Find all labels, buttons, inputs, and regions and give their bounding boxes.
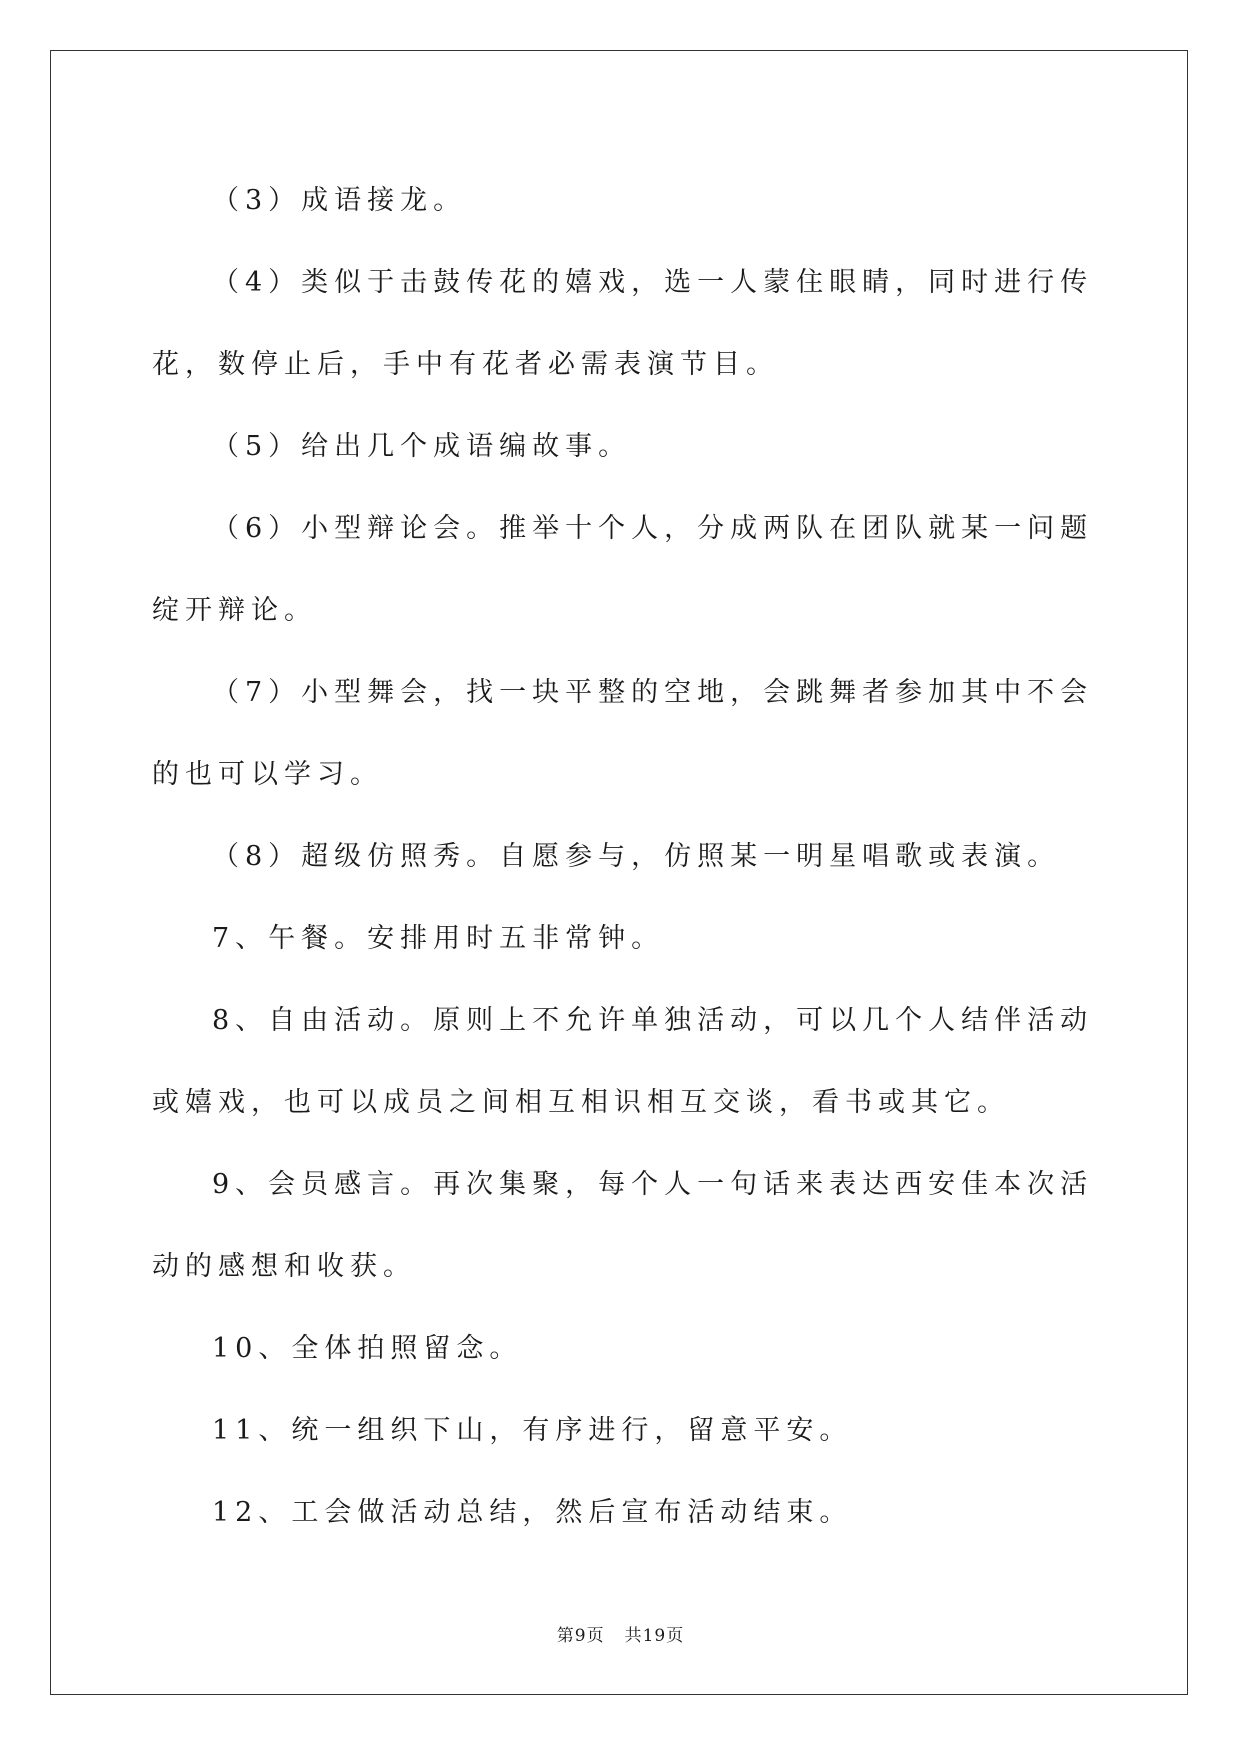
document-body — [152, 160, 1097, 1554]
paragraph-group-photo: 10、全体拍照留念。 — [212, 1333, 523, 1364]
paragraph-item-5: （5）给出几个成语编故事。 — [212, 431, 632, 462]
paragraph-item-6: （6）小型辩论会。推举十个人，分成两队在团队就某一问题绽开辩论。 — [152, 513, 1094, 626]
paragraph-descend: 11、统一组织下山，有序进行，留意平安。 — [212, 1415, 853, 1446]
paragraph-summary: 12、工会做活动总结，然后宣布活动结束。 — [212, 1497, 853, 1528]
paragraph-free-activity: 8、自由活动。原则上不允许单独活动，可以几个人结伴活动或嬉戏，也可以成员之间相互相识相互交谈，看书或其它。 — [152, 1005, 1094, 1118]
paragraph-lunch: 7、午餐。安排用时五非常钟。 — [212, 923, 665, 954]
paragraph-item-4: （4）类似于击鼓传花的嬉戏，选一人蒙住眼睛，同时进行传花，数停止后，手中有花者必需表演节目。 — [152, 267, 1094, 380]
page-total: 共19页 — [624, 1626, 685, 1646]
paragraph-item-3: （3）成语接龙。 — [212, 185, 467, 216]
page-number: 第9页 — [556, 1626, 605, 1646]
paragraph-item-7: （7）小型舞会，找一块平整的空地，会跳舞者参加其中不会的也可以学习。 — [152, 677, 1094, 790]
paragraph-item-8: （8）超级仿照秀。自愿参与，仿照某一明星唱歌或表演。 — [212, 841, 1061, 872]
paragraph-member-remarks: 9、会员感言。再次集聚，每个人一句话来表达西安佳本次活动的感想和收获。 — [152, 1169, 1094, 1282]
page-footer — [0, 1621, 1241, 1646]
